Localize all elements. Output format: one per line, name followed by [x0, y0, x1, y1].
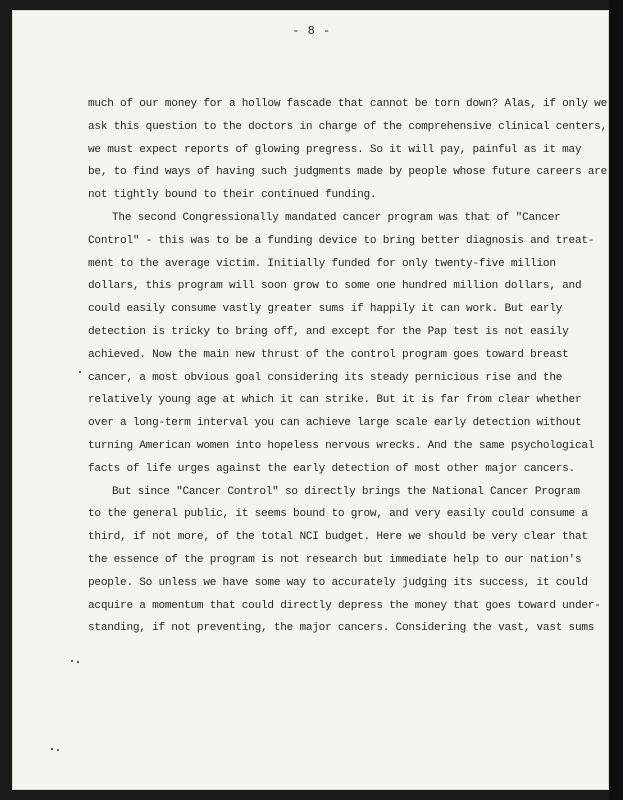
text-line: detection is tricky to bring off, and except for the Pap test is not easily: [88, 325, 569, 338]
scan-speck: [71, 660, 73, 662]
text-line: much of our money for a hollow fascade that cannot be torn down? Alas, if only we: [88, 98, 607, 110]
text-line: be, to find ways of having such judgments made by people whose future careers are: [88, 166, 607, 179]
page-number: - 8 -: [292, 24, 331, 38]
text-line: achieved. Now the main new thrust of the control program goes toward breast: [88, 348, 569, 361]
scan-edge: [609, 0, 623, 800]
text-line: could easily consume vastly greater sums if happily it can work. But early: [88, 303, 563, 316]
text-line: not tightly bound to their continued funding.: [88, 189, 377, 202]
text-line: Control" - this was to be a funding device to bring better diagnosis and treat-: [88, 234, 595, 247]
text-line: ask this question to the doctors in charge of the comprehensive clinical centers,: [88, 120, 607, 133]
text-line: people. So unless we have some way to accurately judging its success, it could: [88, 576, 588, 589]
text-line: we must expect reports of glowing pregress. So it will pay, painful as it may: [88, 143, 582, 156]
body-text: [88, 93, 607, 640]
text-line: relatively young age at which it can strike. But it is far from clear whether: [88, 394, 582, 407]
text-line: to the general public, it seems bound to grow, and very easily could consume a: [88, 508, 588, 521]
scan-speck: [77, 661, 79, 663]
text-line: standing, if not preventing, the major cancers. Considering the vast, vast sums: [88, 622, 595, 635]
text-line: third, if not more, of the total NCI budget. Here we should be very clear that: [88, 531, 588, 544]
text-line: facts of life urges against the early detection of most other major cancers.: [88, 462, 575, 475]
text-line: dollars, this program will soon grow to some one hundred million dollars, and: [88, 280, 582, 293]
text-line: acquire a momentum that could directly depress the money that goes toward under-: [88, 599, 601, 612]
scan-speck: [79, 371, 81, 373]
text-line: the essence of the program is not research but immediate help to our nation's: [88, 553, 582, 566]
text-line: ment to the average victim. Initially funded for only twenty-five million: [88, 257, 556, 270]
paragraph-start-line: The second Congressionally mandated cancer program was that of "Cancer: [112, 211, 561, 224]
text-line: cancer, a most obvious goal considering its steady pernicious rise and the: [88, 371, 563, 384]
scan-speck: [57, 749, 59, 751]
paragraph-start-line: But since "Cancer Control" so directly brings the National Cancer Program: [112, 485, 580, 498]
scan-speck: [51, 748, 53, 750]
text-line: over a long-term interval you can achieve large scale early detection without: [88, 417, 582, 430]
text-line: turning American women into hopeless nervous wrecks. And the same psychological: [88, 439, 595, 452]
